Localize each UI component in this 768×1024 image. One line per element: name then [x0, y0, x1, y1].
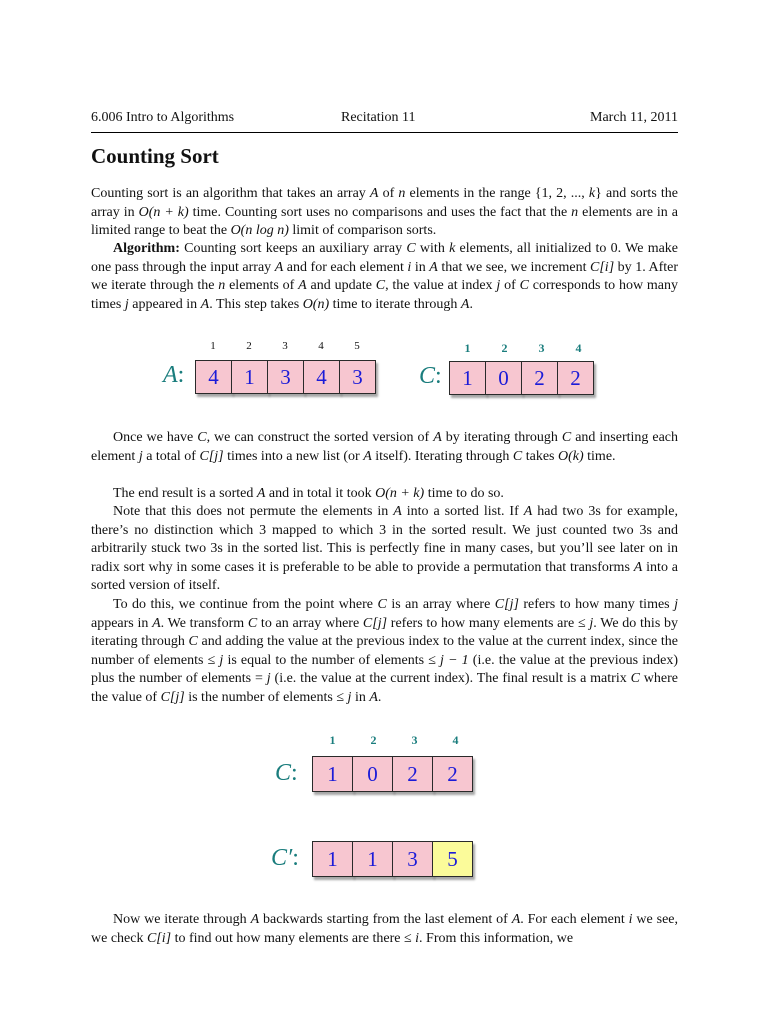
array-cell: 2	[557, 361, 594, 395]
index-label: 4	[318, 340, 324, 352]
paragraph-construct: Once we have C, we can construct the sorted version of A by iterating through C and inserting each element j a total of C[j] times into a new list (or A itself). Iterating through C takes O(k) time.	[91, 430, 679, 464]
paragraph-transform: To do this, we continue from the point where C is an array where C[j] refers to how many times j appears in A. We transform C to an array where C[j] refers to how many elements are ≤ j. We do this by iterating through C and adding the value at the previous index to the value at the current index, since the number of elements ≤ j is equal to the number of elements ≤ j − 1 (i.e. the value at the previous index) plus the number of elements = j (i.e. the value at the current index). The final result is a matrix C where the value of C[j] is the number of elements ≤ j in A.	[91, 597, 679, 705]
array-c	[449, 361, 593, 395]
array-a-label: A:	[163, 362, 185, 388]
paragraph-result: The end result is a sorted A and in total it took O(n + k) time to do so.	[113, 486, 504, 501]
array-cell: 0	[485, 361, 522, 395]
array-cell: 0	[352, 756, 393, 792]
array-cell: 1	[312, 756, 353, 792]
page-header	[91, 110, 678, 132]
paragraph-backwards: Now we iterate through A backwards starting from the last element of A. For each element i we see, we check C[i] to find out how many elements are there ≤ i. From this information, we	[91, 912, 678, 946]
index-label: 1	[210, 340, 216, 352]
index-label: 5	[354, 340, 360, 352]
array-c-label-2: C:	[275, 760, 298, 786]
array-cell: 3	[339, 360, 376, 394]
recitation-label: Recitation 11	[341, 110, 416, 125]
array-cell-highlighted: 5	[432, 841, 473, 877]
array-cell: 3	[392, 841, 433, 877]
paragraph-algorithm: Algorithm: Counting sort keeps an auxiliary array C with k elements, all initialized to 0. We make one pass through the input array A and for each element i in A that we see, we increment C[i] by 1. After we iterate through the n elements of A and update C, the value at index j of C corresponds to how many times j appeared in A. This step takes O(n) time to iterate through A.	[91, 241, 679, 312]
array-c-label: C:	[419, 363, 442, 389]
array-c-indices	[449, 341, 597, 356]
array-cell: 4	[195, 360, 232, 394]
index-label: 3	[538, 341, 545, 355]
index-label: 3	[282, 340, 288, 352]
array-cell: 1	[231, 360, 268, 394]
section-title: Counting Sort	[91, 144, 219, 168]
course-name: 6.006 Intro to Algorithms	[91, 110, 235, 125]
index-label: 1	[329, 733, 336, 747]
array-cell: 2	[521, 361, 558, 395]
array-c-indices-2	[312, 733, 476, 748]
array-cell: 2	[432, 756, 473, 792]
array-cell: 1	[312, 841, 353, 877]
array-cell: 3	[267, 360, 304, 394]
index-label: 4	[452, 733, 459, 747]
paragraph-intro: Counting sort is an algorithm that takes an array A of n elements in the range {1, 2, ..., k} and sorts the array in O(n + k) time. Counting sort uses no comparisons and uses the fact that the n elements are in a limited range to beat the O(n log n) limit of comparison sorts.	[91, 186, 678, 239]
array-a	[195, 360, 375, 394]
array-a-indices	[195, 340, 375, 352]
header-date: March 11, 2011	[590, 110, 678, 125]
header-rule	[91, 132, 678, 133]
index-label: 1	[464, 341, 471, 355]
index-label: 3	[411, 733, 418, 747]
array-c-prime	[312, 841, 472, 877]
array-cell: 2	[392, 756, 433, 792]
array-c-counts	[312, 756, 472, 792]
array-cell: 1	[449, 361, 486, 395]
index-label: 4	[575, 341, 582, 355]
paragraph-permutation: Note that this does not permute the elements in A into a sorted list. If A had two 3s for example, there’s no distinction which 3 mapped to which 3 in the sorted result. We just counted two 3s and arbitrarily stuck two 3s in the sorted list. This is perfectly fine in many cases, but you’ll see later on in radix sort why in some cases it is preferable to be able to provide a permutation that transforms A into a sorted version of itself.	[91, 504, 678, 594]
index-label: 2	[501, 341, 508, 355]
array-cell: 4	[303, 360, 340, 394]
array-cell: 1	[352, 841, 393, 877]
index-label: 2	[246, 340, 252, 352]
array-cprime-label: C′:	[271, 845, 299, 871]
index-label: 2	[370, 733, 377, 747]
